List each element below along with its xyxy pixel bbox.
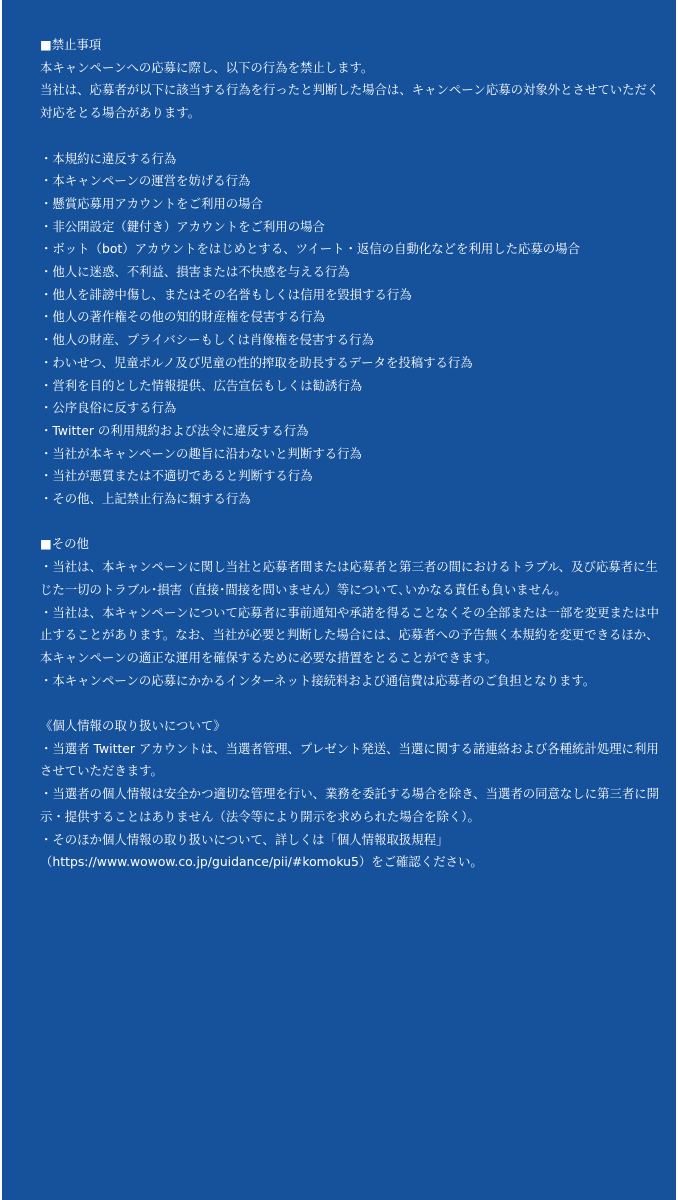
privacy-paragraph: ・当選者の個人情報は安全かつ適切な管理を行い、業務を委託する場合を除き、当選者の同意なしに第三者に開示・提供することはありません（法令等により開示を求められた場合を除く）。	[40, 786, 660, 824]
prohibited-heading: ■禁止事項	[40, 37, 102, 52]
prohibited-intro-2: 当社は、応募者が以下に該当する行為を行ったと判断した場合は、キャンペーン応募の対象外とさせていただく対応をとる場合があります。	[40, 82, 660, 121]
privacy-heading: 《個人情報の取り扱いについて》	[40, 718, 226, 734]
list-item: ・非公開設定（鍵付き）アカウントをご利用の場合	[40, 218, 325, 234]
list-item: ・他人の著作権その他の知的財産権を侵害する行為	[40, 309, 325, 325]
list-item: ・他人の財産、プライバシーもしくは肖像権を侵害する行為	[40, 332, 374, 348]
list-item: ・営利を目的とした情報提供、広告宣伝もしくは勧誘行為	[40, 377, 363, 393]
list-item: ・公序良俗に反する行為	[40, 400, 177, 416]
list-item: ・本キャンペーンの運営を妨げる行為	[40, 173, 251, 189]
terms-panel	[2, 0, 676, 1200]
list-item: ・本規約に違反する行為	[40, 150, 177, 166]
list-item: ・他人に迷惑、不利益、損害または不快感を与える行為	[40, 264, 350, 280]
privacy-paragraph: ・当選者 Twitter アカウントは、当選者管理、プレゼント発送、当選に関する諸連絡および各種統計処理に利用させていただきます。	[40, 740, 659, 779]
spacer	[40, 511, 662, 534]
list-item: ・懸賞応募用アカウントをご利用の場合	[40, 195, 263, 211]
list-item: ・当社が悪質または不適切であると判断する行為	[40, 468, 313, 484]
list-item: ・Twitter の利用規約および法令に違反する行為	[40, 422, 309, 438]
other-heading: ■その他	[40, 536, 89, 552]
list-item: ・ボット（bot）アカウントをはじめとする、ツイート・返信の自動化などを利用した応募の場合	[40, 241, 580, 257]
list-item: ・わいせつ、児童ポルノ及び児童の性的搾取を助長するデータを投稿する行為	[40, 354, 473, 370]
other-section	[40, 533, 662, 692]
spacer	[40, 692, 662, 715]
list-item: ・その他、上記禁止行為に類する行為	[40, 491, 251, 507]
other-paragraph: ・当社は、本キャンペーンについて応募者に事前通知や承諾を得ることなくその全部または一部を変更または中止することがあります。なお、当社が必要と判断した場合には、応募者への予告無く本規約を変更できるほか、本キャンペーンの適正な運用を確保するために必要な措置をとることができます。	[40, 604, 660, 665]
spacer	[40, 125, 662, 148]
other-paragraph: ・本キャンペーンの応募にかかるインターネット接続料および通信費は応募者のご負担となります。	[40, 672, 596, 688]
privacy-paragraph: ・そのほか個人情報の取り扱いについて、詳しくは「個人情報取扱規程」（https://www.wowow.co.jp/guidance/pii/#komoku5）をご確認ください。	[40, 831, 483, 870]
privacy-section	[40, 715, 662, 874]
prohibited-list	[40, 148, 662, 511]
list-item: ・他人を誹謗中傷し、またはその名誉もしくは信用を毀損する行為	[40, 286, 412, 302]
other-paragraph: ・当社は、本キャンペーンに関し当社と応募者間または応募者と第三者の間におけるトラブル、及び応募者に生じた一切のトラブル･損害（直接･間接を問いません）等について､いかなる責任も負いません。	[40, 559, 658, 597]
list-item: ・当社が本キャンペーンの趣旨に沿わないと判断する行為	[40, 445, 362, 461]
prohibited-section	[40, 34, 662, 511]
prohibited-intro-1: 本キャンペーンへの応募に際し、以下の行為を禁止します。	[40, 59, 374, 75]
